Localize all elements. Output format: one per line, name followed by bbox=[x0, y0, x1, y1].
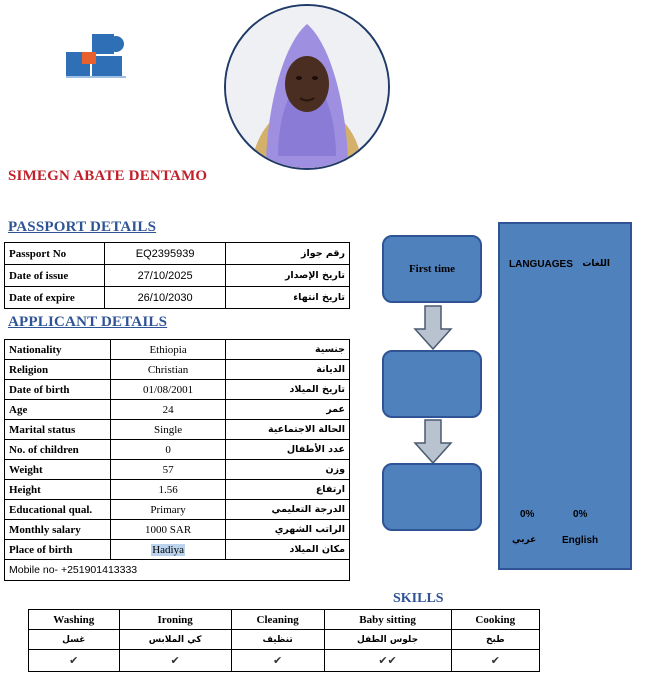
field-label-arabic bbox=[226, 540, 350, 560]
detail-row bbox=[5, 520, 350, 540]
passport-details-heading: PASSPORT DETAILS bbox=[8, 219, 157, 235]
field-value bbox=[110, 380, 225, 400]
detail-row bbox=[5, 400, 350, 420]
field-label-text: Weight bbox=[9, 463, 43, 476]
field-label-arabic-text: عدد الأطفال bbox=[286, 444, 345, 455]
skill-name: Washing bbox=[29, 610, 120, 630]
field-value-text: 1000 SAR bbox=[145, 523, 192, 536]
field-value bbox=[110, 460, 225, 480]
mobile-number: Mobile no- +251901413333 bbox=[5, 560, 350, 581]
passport-table bbox=[4, 242, 350, 309]
field-value bbox=[110, 500, 225, 520]
field-label-arabic bbox=[226, 360, 350, 380]
field-label bbox=[5, 340, 111, 360]
skill-name-arabic: طبخ bbox=[451, 630, 539, 650]
skill-name: Cooking bbox=[451, 610, 539, 630]
detail-row bbox=[5, 420, 350, 440]
field-label-text: Passport No bbox=[9, 247, 67, 260]
company-logo bbox=[64, 30, 132, 80]
skills-english-row bbox=[29, 610, 540, 630]
field-label bbox=[5, 265, 105, 287]
field-label bbox=[5, 360, 111, 380]
down-arrow-icon bbox=[413, 419, 453, 465]
mobile-row bbox=[5, 560, 350, 581]
arabic-language-label: عربي bbox=[512, 535, 537, 545]
field-label-text: Age bbox=[9, 403, 28, 416]
field-value bbox=[104, 265, 226, 287]
field-label-text: Date of expire bbox=[9, 291, 75, 304]
field-label bbox=[5, 440, 111, 460]
applicant-details-heading: APPLICANT DETAILS bbox=[8, 314, 168, 330]
field-label-arabic-text: جنسية bbox=[314, 344, 345, 355]
field-label-arabic-text: مكان الميلاد bbox=[289, 544, 345, 555]
field-label-text: Nationality bbox=[9, 343, 62, 356]
field-label bbox=[5, 520, 111, 540]
detail-row bbox=[5, 380, 350, 400]
skill-name-arabic: جلوس الطفل bbox=[324, 630, 451, 650]
field-label-arabic bbox=[226, 440, 350, 460]
field-value bbox=[110, 360, 225, 380]
skill-name-arabic: غسل bbox=[29, 630, 120, 650]
field-label-text: Religion bbox=[9, 363, 49, 376]
field-label-arabic-text: تاريخ الميلاد bbox=[289, 384, 345, 395]
flow-box-2 bbox=[382, 350, 482, 418]
field-label-text: Date of birth bbox=[9, 383, 70, 396]
field-label-arabic bbox=[226, 287, 350, 309]
field-label-arabic-text: عمر bbox=[326, 404, 345, 415]
skills-heading: SKILLS bbox=[393, 591, 444, 606]
skill-check-icon: ✔ bbox=[451, 650, 539, 672]
flow-box-label: First time bbox=[408, 263, 456, 275]
detail-row bbox=[5, 500, 350, 520]
arabic-percent: 0% bbox=[520, 509, 535, 520]
down-arrow-icon bbox=[413, 305, 453, 351]
flow-box-first-time bbox=[382, 235, 482, 303]
field-value-text: 01/08/2001 bbox=[143, 383, 194, 396]
field-label-arabic-text: وزن bbox=[325, 464, 345, 475]
skills-table bbox=[28, 609, 540, 672]
field-label-text: Monthly salary bbox=[9, 523, 81, 536]
detail-row bbox=[5, 265, 350, 287]
field-value bbox=[104, 287, 226, 309]
skill-check-icon: ✔✔ bbox=[324, 650, 451, 672]
field-label-arabic bbox=[226, 400, 350, 420]
field-label-arabic bbox=[226, 500, 350, 520]
detail-row bbox=[5, 340, 350, 360]
field-label-arabic bbox=[226, 520, 350, 540]
field-label-arabic-text: الحالة الاجتماعية bbox=[268, 424, 345, 435]
skill-name: Baby sitting bbox=[324, 610, 451, 630]
field-value-text: 0 bbox=[165, 443, 171, 456]
skill-check-icon: ✔ bbox=[29, 650, 120, 672]
field-value-text: 24 bbox=[162, 403, 174, 416]
detail-row bbox=[5, 287, 350, 309]
field-value-text: 27/10/2025 bbox=[137, 269, 193, 282]
applicant-table bbox=[4, 339, 350, 581]
field-label-arabic bbox=[226, 340, 350, 360]
languages-panel bbox=[498, 222, 632, 570]
field-label bbox=[5, 540, 111, 560]
english-language-label: English bbox=[562, 535, 599, 546]
field-label bbox=[5, 400, 111, 420]
field-label bbox=[5, 500, 111, 520]
field-value-text: 1.56 bbox=[158, 483, 178, 496]
field-label-text: Marital status bbox=[9, 423, 76, 436]
field-label bbox=[5, 380, 111, 400]
flow-box-3 bbox=[382, 463, 482, 531]
field-label-arabic-text: تاريخ انتهاء bbox=[293, 292, 345, 303]
field-label-arabic-text: الديانة bbox=[316, 364, 345, 375]
field-value bbox=[110, 540, 225, 560]
field-value bbox=[110, 340, 225, 360]
candidate-photo bbox=[224, 4, 390, 170]
languages-title-arabic: اللغات bbox=[582, 259, 610, 269]
detail-row bbox=[5, 460, 350, 480]
skill-check-icon: ✔ bbox=[119, 650, 231, 672]
field-value bbox=[104, 243, 226, 265]
field-label bbox=[5, 243, 105, 265]
detail-row bbox=[5, 540, 350, 560]
field-label-arabic bbox=[226, 420, 350, 440]
skill-name-arabic: تنظيف bbox=[231, 630, 324, 650]
skill-name-arabic: كي الملابس bbox=[119, 630, 231, 650]
portrait-image bbox=[226, 6, 388, 168]
field-label-text: Place of birth bbox=[9, 543, 73, 556]
field-label bbox=[5, 460, 111, 480]
field-value-text: EQ2395939 bbox=[135, 247, 195, 260]
field-label-text: Educational qual. bbox=[9, 503, 93, 516]
detail-row bbox=[5, 360, 350, 380]
field-label-arabic bbox=[226, 265, 350, 287]
detail-row bbox=[5, 243, 350, 265]
skill-name: Ironing bbox=[119, 610, 231, 630]
candidate-name: SIMEGN ABATE DENTAMO bbox=[8, 168, 208, 184]
field-label-arabic-text: رقم جواز bbox=[301, 248, 345, 259]
field-value bbox=[110, 520, 225, 540]
field-label bbox=[5, 480, 111, 500]
field-label-text: No. of children bbox=[9, 443, 79, 456]
field-value bbox=[110, 440, 225, 460]
field-label-text: Height bbox=[9, 483, 41, 496]
skills-arabic-row bbox=[29, 630, 540, 650]
field-label-arabic-text: تاريخ الإصدار bbox=[284, 270, 345, 281]
field-value-text: Primary bbox=[150, 503, 186, 516]
field-value-text: Christian bbox=[147, 363, 189, 376]
field-label-arabic bbox=[226, 460, 350, 480]
field-value-text: 57 bbox=[162, 463, 174, 476]
field-value-text: Ethiopia bbox=[149, 343, 187, 356]
languages-title: LANGUAGES bbox=[509, 259, 573, 270]
field-label bbox=[5, 420, 111, 440]
field-value bbox=[110, 480, 225, 500]
field-label-arabic-text: ارتفاع bbox=[315, 484, 345, 495]
field-value-text: Single bbox=[154, 423, 183, 436]
skill-check-icon: ✔ bbox=[231, 650, 324, 672]
detail-row bbox=[5, 480, 350, 500]
skills-tick-row bbox=[29, 650, 540, 672]
field-value bbox=[110, 400, 225, 420]
skill-name: Cleaning bbox=[231, 610, 324, 630]
field-value-text: 26/10/2030 bbox=[137, 291, 193, 304]
field-label-arabic-text: الدرجة التعليمي bbox=[271, 504, 345, 515]
field-value-text: Hadiya bbox=[152, 543, 184, 556]
field-label-arabic bbox=[226, 380, 350, 400]
field-label-arabic bbox=[226, 243, 350, 265]
field-label-text: Date of issue bbox=[9, 269, 69, 282]
field-label-arabic bbox=[226, 480, 350, 500]
english-percent: 0% bbox=[573, 509, 588, 520]
detail-row bbox=[5, 440, 350, 460]
field-label-arabic-text: الراتب الشهري bbox=[274, 524, 345, 535]
field-value bbox=[110, 420, 225, 440]
field-label bbox=[5, 287, 105, 309]
